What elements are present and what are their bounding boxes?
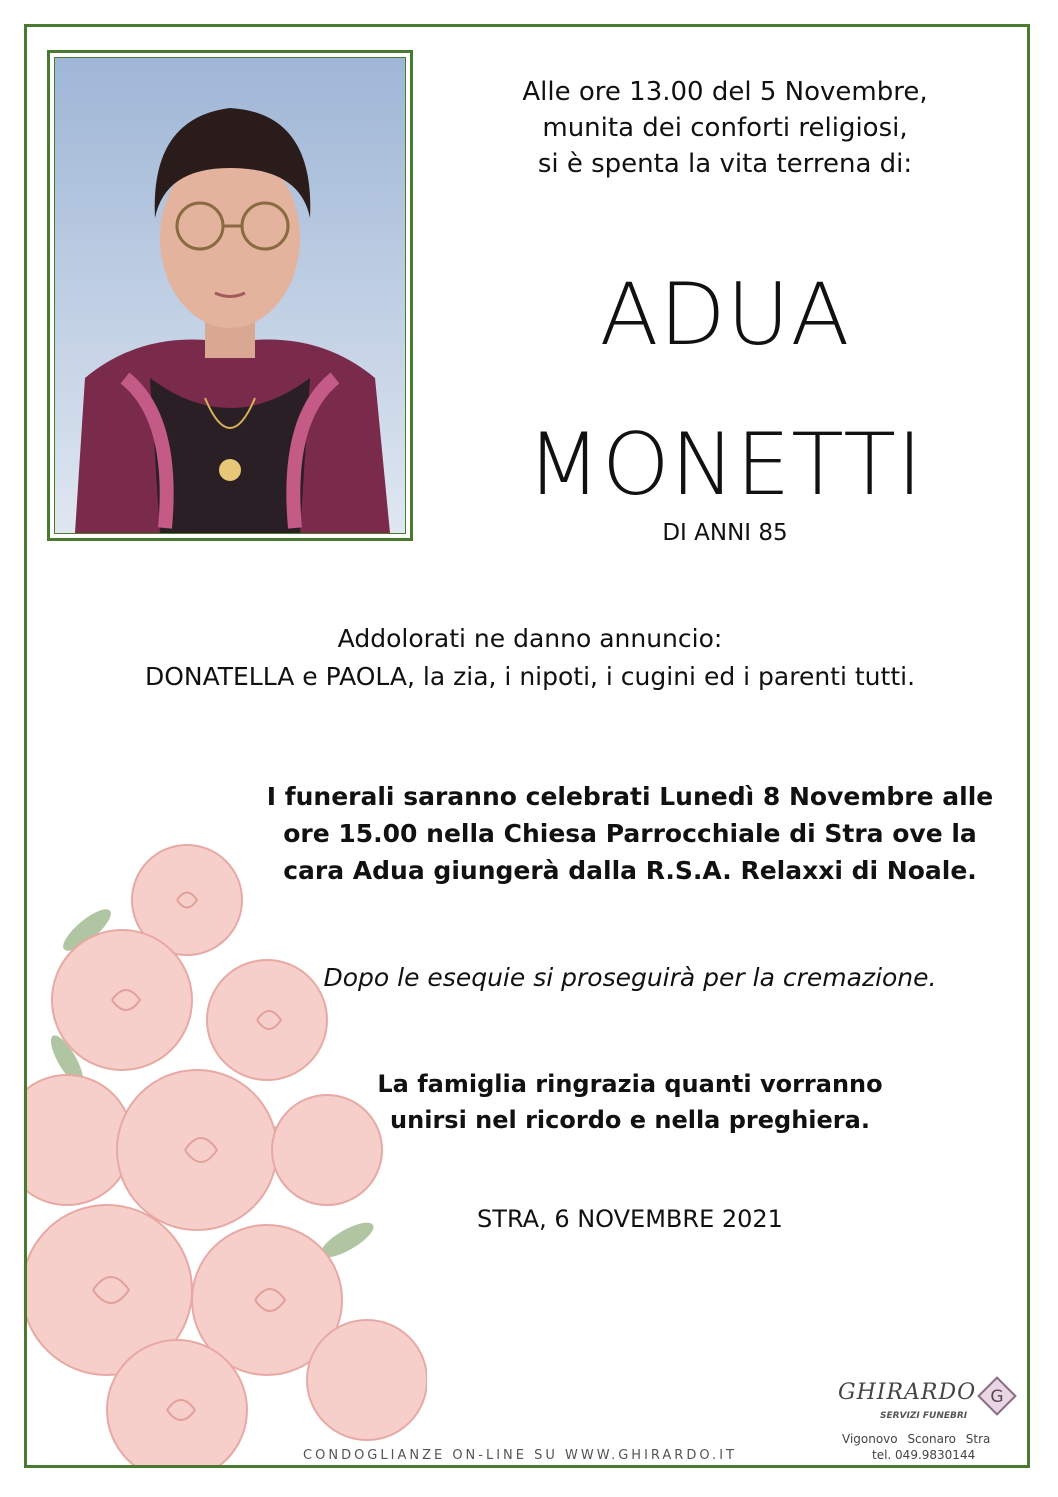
logo-phone: tel. 049.9830144: [872, 1448, 976, 1462]
logo-towns: Vigonovo Sconaro Stra: [842, 1432, 991, 1446]
last-name: MONETTI: [526, 415, 924, 515]
announcement: [60, 620, 1000, 696]
intro-text: [440, 74, 1010, 182]
announce-line: DONATELLA e PAOLA, la zia, i nipoti, i cugini ed i parenti tutti.: [144, 662, 916, 691]
intro-line: Alle ore 13.00 del 5 Novembre,: [522, 77, 928, 107]
funeral-line: ore 15.00 nella Chiesa Parrocchiale di Stra ove la: [283, 819, 977, 848]
logo-subtitle: SERVIZI FUNEBRI: [880, 1411, 968, 1421]
condolences-link: CONDOGLIANZE ON-LINE SU WWW.GHIRARDO.IT: [303, 1448, 737, 1463]
logo-mark: G: [990, 1387, 1004, 1407]
logo-name: GHIRARDO: [838, 1380, 977, 1405]
deceased-name: [440, 240, 1010, 540]
place-date: STRA, 6 NOVEMBRE 2021: [477, 1205, 783, 1233]
thanks-line: unirsi nel ricordo e nella preghiera.: [390, 1106, 870, 1134]
portrait-photo: [47, 50, 413, 541]
announce-line: Addolorati ne danno annuncio:: [337, 624, 723, 653]
roses-decoration: [27, 820, 427, 1465]
intro-line: si è spenta la vita terrena di:: [537, 149, 913, 179]
funeral-line: I funerali saranno celebrati Lunedì 8 Novembre alle: [266, 782, 994, 811]
cremation-note: Dopo le esequie si proseguirà per la cremazione.: [323, 963, 937, 992]
funeral-home-logo: [830, 1378, 1030, 1466]
age-text: DI ANNI 85: [662, 520, 788, 546]
funeral-line: cara Adua giungerà dalla R.S.A. Relaxxi di Noale.: [283, 856, 977, 885]
thanks-line: La famiglia ringrazia quanti vorranno: [377, 1070, 883, 1098]
first-name: ADUA: [599, 265, 851, 365]
intro-line: munita dei conforti religiosi,: [542, 113, 908, 143]
